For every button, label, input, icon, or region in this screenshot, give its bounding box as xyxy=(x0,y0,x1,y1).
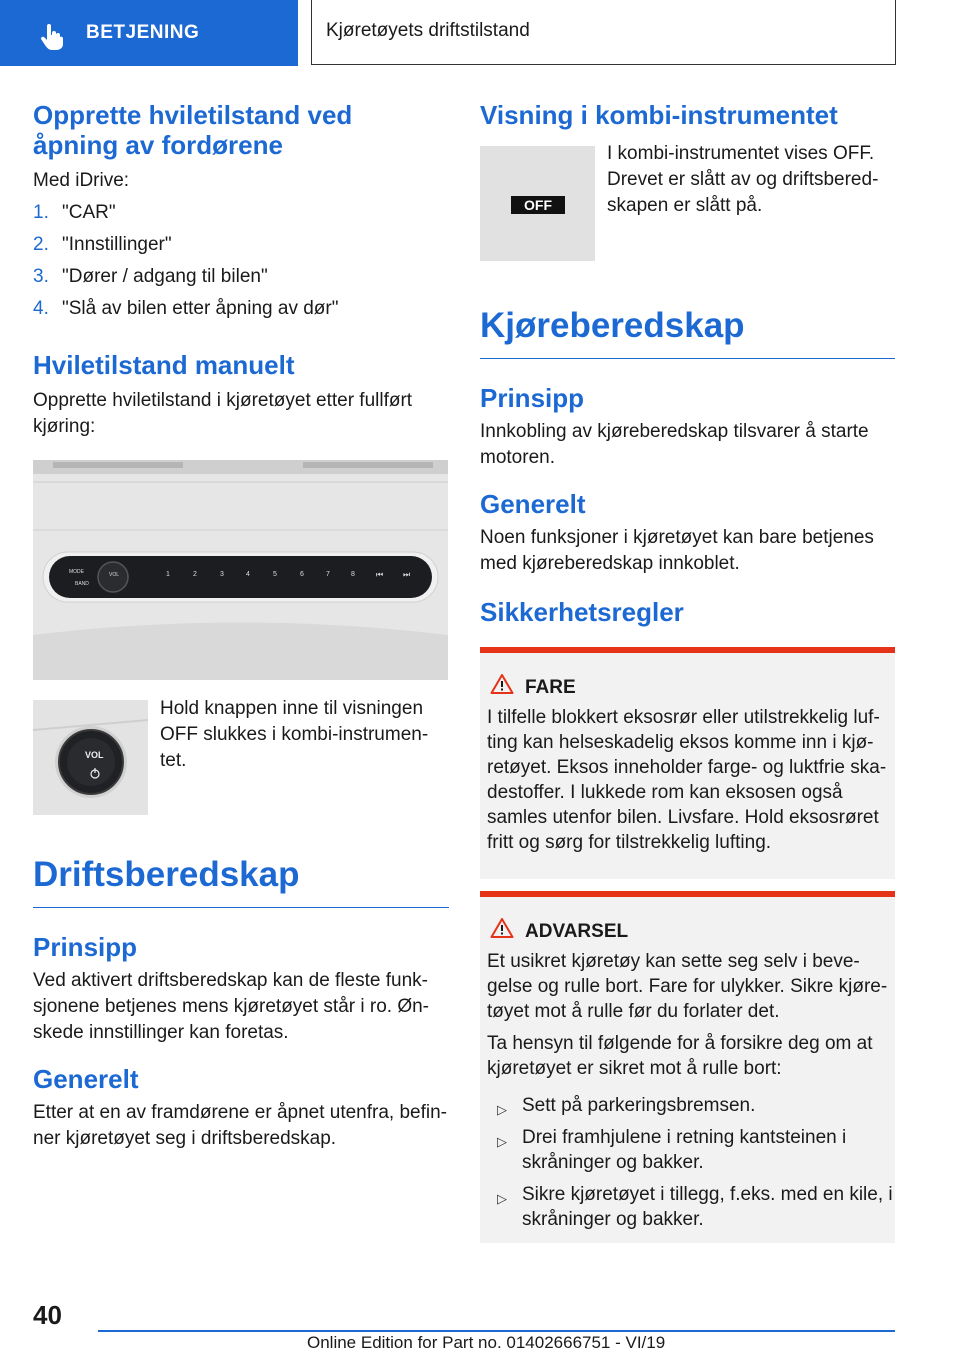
idrive-steps xyxy=(33,200,449,328)
off-indicator: OFF xyxy=(511,196,565,214)
heading-hviletilstand-manuelt: Hviletilstand manuelt xyxy=(33,350,295,380)
hold-button-text: Hold knappen inne til visningen OFF slukkes i kombi-instrumen-tet. xyxy=(160,698,429,771)
danger-text: I tilfelle blokkert eksosrør eller utilstrekkelig luf-ting kan helseskadelig eksos komme inn i kjø-retøyet. Eksos inneholder farge- og luktfrie ska-destoffer. I lukkede rom kan eksosen også samles utenfor bilen. Livsfare. Hold eksosrøret fritt og sørg for tilstrekkelig lufting. xyxy=(487,707,887,853)
list-item: ▷ Sett på parkeringsbremsen. xyxy=(497,1093,907,1118)
idrive-intro: Med iDrive: xyxy=(33,170,130,191)
kombi-display-image xyxy=(480,146,595,261)
warning-triangle-icon xyxy=(490,673,514,695)
bullet-triangle-icon: ▷ xyxy=(497,1191,507,1206)
warning-triangle-icon xyxy=(490,917,514,939)
knob-label: VOL xyxy=(85,750,104,760)
heading-generelt: Generelt xyxy=(33,1064,139,1094)
heading-prinsipp: Prinsipp xyxy=(33,932,138,962)
heading-hviletilstand-fordorer: Opprette hviletilstand ved åpning av fordørene xyxy=(33,100,353,160)
heading-visning: Visning i kombi-instrumentet xyxy=(480,100,838,130)
page-header xyxy=(0,0,960,66)
warning-label: ADVARSEL xyxy=(525,921,629,942)
warning-text-2: Ta hensyn til følgende for å forsikre deg om at kjøretøyet er sikret mot å rulle bort: xyxy=(487,1033,873,1079)
danger-box xyxy=(480,647,895,879)
footer-divider xyxy=(98,1330,895,1332)
chapter-title: Kjøretøyets driftstilstand xyxy=(326,20,530,41)
prinsipp-text: Innkobling av kjøreberedskap tilsvarer å starte motoren. xyxy=(480,421,869,468)
radio-panel-illustration xyxy=(33,460,448,680)
preset-button[interactable]: 4 xyxy=(246,571,250,578)
generelt-text: Etter at en av framdørene er åpnet utenfra, befin-ner kjøretøyet seg i driftsberedskap. xyxy=(33,1102,448,1149)
heading-prinsipp: Prinsipp xyxy=(480,383,585,413)
list-item: 4. "Slå av bilen etter åpning av dør" xyxy=(33,298,339,319)
left-column xyxy=(33,100,449,1152)
list-item: 2. "Innstillinger" xyxy=(33,234,172,255)
preset-button[interactable]: 8 xyxy=(351,571,355,578)
bullet-triangle-icon: ▷ xyxy=(497,1134,507,1149)
page-number: 40 xyxy=(33,1300,62,1330)
skip-back-icon[interactable]: ⏮ xyxy=(376,570,384,579)
preset-button[interactable]: 1 xyxy=(166,571,170,578)
warning-text: Et usikret kjøretøy kan sette seg selv i beve-gelse og rulle bort. Fare for ulykker. Sikre kjøre-tøyet mot å rulle før du forlater det. xyxy=(487,951,888,1022)
section-tab[interactable] xyxy=(0,0,298,66)
mode-button[interactable]: MODE xyxy=(69,569,84,575)
heading-driftsberedskap: Driftsberedskap xyxy=(33,855,449,908)
list-item: 1. "CAR" xyxy=(33,202,116,223)
edition-note: Online Edition for Part no. 01402666751 - VI/19 xyxy=(307,1333,666,1352)
preset-button[interactable]: 6 xyxy=(300,571,304,578)
chapter-title-box xyxy=(311,0,896,65)
right-column xyxy=(480,100,895,1243)
skip-forward-icon[interactable]: ⏭ xyxy=(403,570,411,579)
vol-knob[interactable]: VOL xyxy=(109,572,120,578)
prinsipp-text: Ved aktivert driftsberedskap kan de fleste funk-sjonene betjenes mens kjøretøyet står i ro. Øn-skede innstillinger kan foretas. xyxy=(33,970,429,1043)
bullet-triangle-icon: ▷ xyxy=(497,1102,507,1117)
preset-button[interactable]: 7 xyxy=(326,571,330,578)
vol-knob-photo xyxy=(33,700,148,815)
section-label: BETJENING xyxy=(86,22,200,43)
list-item: 3. "Dører / adgang til bilen" xyxy=(33,266,268,287)
preset-button[interactable]: 2 xyxy=(193,571,197,578)
preset-button[interactable]: 3 xyxy=(220,571,224,578)
kombi-display-block xyxy=(480,143,895,264)
band-button[interactable]: BAND xyxy=(75,581,89,587)
danger-label: FARE xyxy=(525,677,576,698)
list-item: ▷ Sikre kjøretøyet i tillegg, f.eks. med en kile, i skråninger og bakker. xyxy=(497,1184,893,1230)
heading-generelt: Generelt xyxy=(480,489,586,519)
manuelt-text: Opprette hviletilstand i kjøretøyet etter fullført kjøring: xyxy=(33,390,413,437)
dashboard-panel-photo xyxy=(33,460,448,680)
vol-knob-block xyxy=(33,700,449,815)
list-item: ▷ Drei framhjulene i retning kantsteinen i skråninger og bakker. xyxy=(497,1127,847,1173)
preset-button[interactable]: 5 xyxy=(273,571,277,578)
heading-sikkerhetsregler: Sikkerhetsregler xyxy=(480,597,684,627)
visning-text: I kombi-instrumentet vises OFF. Drevet er slått av og driftsbered-skapen er slått på. xyxy=(607,143,879,216)
warning-box xyxy=(480,891,895,1243)
hand-pointer-icon xyxy=(40,24,64,50)
heading-kjoreberedskap: Kjøreberedskap xyxy=(480,306,895,359)
generelt-text: Noen funksjoner i kjøretøyet kan bare betjenes med kjøreberedskap innkoblet. xyxy=(480,527,874,574)
